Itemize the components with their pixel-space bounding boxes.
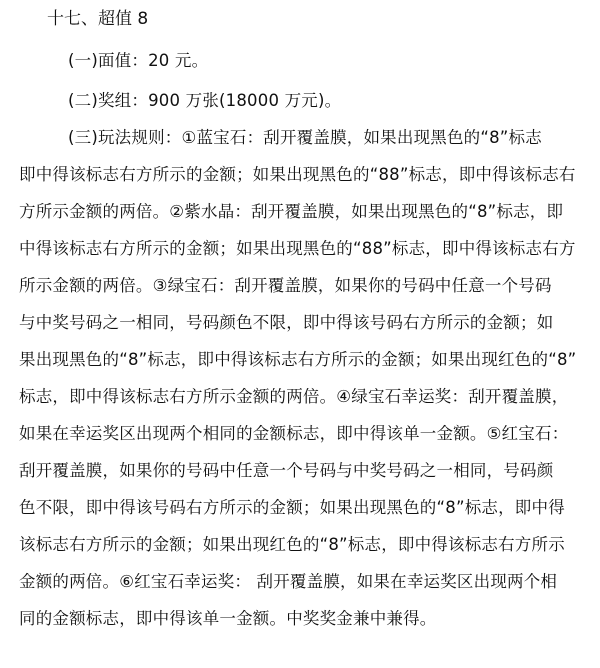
rules-line-4: 中得该标志右方所示的金额；如果出现黑色的“88”标志，即中得该标志右方: [19, 239, 576, 258]
rules-line-6: 与中奖号码之一相同，号码颜色不限，即中得该号码右方所示的金额；如: [19, 313, 554, 332]
section-heading: 十七、超值 8: [47, 9, 149, 29]
rules-line-10: 刮开覆盖膜，如果你的号码中任意一个号码与中奖号码之一相同，号码颜: [19, 461, 554, 480]
face-value-line: (一)面值：20 元。: [68, 51, 209, 70]
prize-group-line: (二)奖组：900 万张(18000 万元)。: [68, 91, 342, 110]
rules-line-11: 色不限，即中得该号码右方所示的金额；如果出现黑色的“8”标志，即中得: [19, 498, 565, 517]
rules-line-7: 果出现黑色的“8”标志，即中得该标志右方所示的金额；如果出现红色的“8”: [19, 350, 577, 369]
rules-line-1: (三)玩法规则：①蓝宝石：刮开覆盖膜，如果出现黑色的“8”标志: [68, 128, 542, 147]
rules-line-3: 方所示金额的两倍。②紫水晶：刮开覆盖膜，如果出现黑色的“8”标志，即: [19, 202, 564, 221]
rules-line-14: 同的金额标志，即中得该单一金额。中奖奖金兼中兼得。: [19, 609, 437, 628]
rules-line-12: 该标志右方所示的金额；如果出现红色的“8”标志，即中得该标志右方所示: [19, 535, 565, 554]
rules-line-8: 标志，即中得该标志右方所示金额的两倍。④绿宝石幸运奖：刮开覆盖膜，: [19, 387, 569, 406]
rules-line-5: 所示金额的两倍。③绿宝石：刮开覆盖膜，如果你的号码中任意一个号码: [19, 276, 552, 295]
rules-line-13: 金额的两倍。⑥红宝石幸运奖： 刮开覆盖膜，如果在幸运奖区出现两个相: [19, 572, 558, 591]
rules-line-2: 即中得该标志右方所示的金额；如果出现黑色的“88”标志，即中得该标志右: [19, 165, 576, 184]
rules-line-9: 如果在幸运奖区出现两个相同的金额标志，即中得该单一金额。⑤红宝石：: [19, 424, 569, 443]
